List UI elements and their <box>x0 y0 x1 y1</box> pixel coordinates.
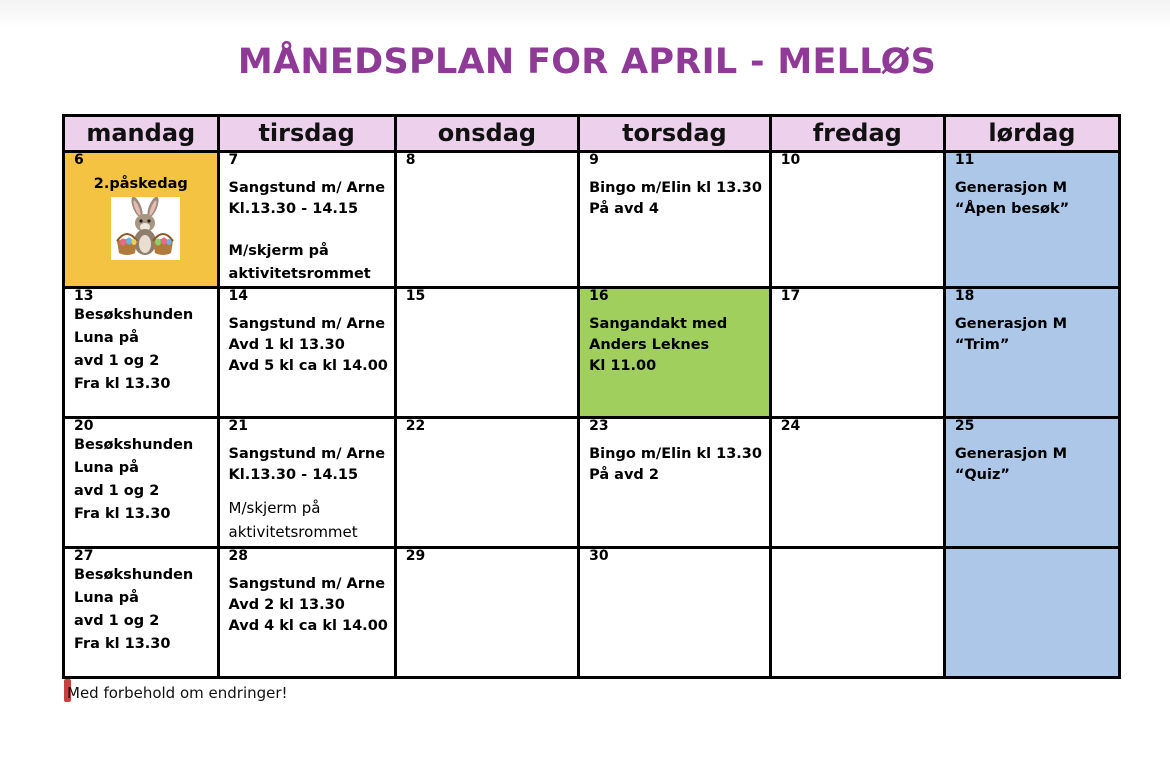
event-text: aktivitetsrommet <box>228 266 371 282</box>
event-text: På avd 4 <box>589 201 659 217</box>
calendar-table <box>62 114 1121 679</box>
event-text: Generasjon M <box>954 446 1068 462</box>
week-row <box>64 288 1120 418</box>
day-cell <box>395 152 578 288</box>
event-text: aktivitetsrommet <box>228 523 358 541</box>
event-text: avd 1 og 2 <box>74 483 160 499</box>
day-cell <box>579 418 771 548</box>
event-text: Sangandakt med <box>589 316 728 332</box>
day-cell-highlight <box>579 288 771 418</box>
week-row <box>64 418 1120 548</box>
event-text: Besøkshunden <box>74 307 194 323</box>
week-row <box>64 548 1120 678</box>
event-text: “Åpen besøk” <box>954 201 1070 217</box>
day-number: 10 <box>780 152 801 168</box>
day-cell-saturday <box>944 548 1119 678</box>
weekday-header-row <box>64 116 1120 152</box>
day-number: 16 <box>589 288 609 304</box>
weekday-header-lordag: lørdag <box>944 116 1119 152</box>
event-text: Fra kl 13.30 <box>74 636 171 652</box>
day-number: 24 <box>780 418 801 434</box>
event-text: Luna på <box>74 590 139 606</box>
event-text: Fra kl 13.30 <box>74 376 171 392</box>
day-number: 8 <box>405 152 416 168</box>
day-number: 17 <box>780 288 801 304</box>
day-number: 21 <box>228 418 249 434</box>
day-cell <box>64 548 219 678</box>
day-number: 11 <box>954 152 975 168</box>
week-row <box>64 152 1120 288</box>
event-text: Avd 4 kl ca kl 14.00 <box>228 618 388 634</box>
day-number: 20 <box>74 418 94 434</box>
day-cell-saturday <box>944 152 1119 288</box>
easter-bunny-image <box>111 197 180 260</box>
event-text: Fra kl 13.30 <box>74 506 171 522</box>
holiday-label: 2.påskedag <box>93 176 188 192</box>
day-cell <box>770 418 944 548</box>
event-text: Luna på <box>74 460 139 476</box>
page-title: MÅNEDSPLAN FOR APRIL - MELLØS <box>237 42 937 82</box>
weekday-header-mandag: mandag <box>64 116 219 152</box>
event-text: “Quiz” <box>954 467 1010 483</box>
event-text: Sangstund m/ Arne <box>228 316 386 332</box>
day-cell <box>64 418 219 548</box>
day-cell <box>395 288 578 418</box>
day-cell <box>579 152 771 288</box>
weekday-header-fredag: fredag <box>770 116 944 152</box>
day-number: 13 <box>74 288 94 304</box>
weekday-header-onsdag: onsdag <box>395 116 578 152</box>
day-cell <box>218 548 395 678</box>
event-text: Sangstund m/ Arne <box>228 576 386 592</box>
day-number: 30 <box>589 548 609 564</box>
event-text: “Trim” <box>954 337 1010 353</box>
day-number: 29 <box>405 548 426 564</box>
day-cell <box>218 418 395 548</box>
day-cell <box>218 288 395 418</box>
event-text: Generasjon M <box>954 180 1068 196</box>
day-cell <box>770 548 944 678</box>
day-cell <box>218 152 395 288</box>
day-number: 7 <box>228 152 239 168</box>
day-number: 18 <box>954 288 975 304</box>
day-number: 9 <box>589 152 599 168</box>
event-text: Avd 5 kl ca kl 14.00 <box>228 358 388 374</box>
event-text: Bingo m/Elin kl 13.30 <box>589 446 762 462</box>
event-text: avd 1 og 2 <box>74 613 160 629</box>
day-cell-saturday <box>944 288 1119 418</box>
weekday-header-torsdag: torsdag <box>579 116 771 152</box>
day-number: 6 <box>74 152 84 168</box>
event-text: Sangstund m/ Arne <box>228 180 386 196</box>
event-text: Generasjon M <box>954 316 1068 332</box>
event-text: Kl.13.30 - 14.15 <box>228 467 359 483</box>
day-number: 28 <box>228 548 249 564</box>
day-number: 25 <box>954 418 975 434</box>
day-number: 27 <box>74 548 94 564</box>
event-text: M/skjerm på <box>228 499 321 517</box>
weekday-header-tirsdag: tirsdag <box>218 116 395 152</box>
event-text: avd 1 og 2 <box>74 353 160 369</box>
event-text: Bingo m/Elin kl 13.30 <box>589 180 762 196</box>
footnote: Med forbehold om endringer! <box>67 684 288 702</box>
event-text: Anders Leknes <box>589 337 710 353</box>
day-number: 15 <box>405 288 426 304</box>
day-cell <box>395 548 578 678</box>
day-number: 14 <box>228 288 249 304</box>
event-text: Avd 1 kl 13.30 <box>228 337 345 353</box>
day-cell <box>770 152 944 288</box>
event-text: Besøkshunden <box>74 437 194 453</box>
event-text: Kl.13.30 - 14.15 <box>228 201 359 217</box>
event-text: Sangstund m/ Arne <box>228 446 386 462</box>
day-number: 23 <box>589 418 609 434</box>
day-cell-saturday <box>944 418 1119 548</box>
day-number: 22 <box>405 418 426 434</box>
day-cell-holiday <box>64 152 219 288</box>
day-cell <box>579 548 771 678</box>
event-text: M/skjerm på <box>228 243 329 259</box>
day-cell <box>770 288 944 418</box>
event-text: Luna på <box>74 330 139 346</box>
event-text: Besøkshunden <box>74 567 194 583</box>
day-cell <box>64 288 219 418</box>
day-cell <box>395 418 578 548</box>
event-text: På avd 2 <box>589 467 659 483</box>
event-text: Kl 11.00 <box>589 358 657 374</box>
event-text: Avd 2 kl 13.30 <box>228 597 345 613</box>
